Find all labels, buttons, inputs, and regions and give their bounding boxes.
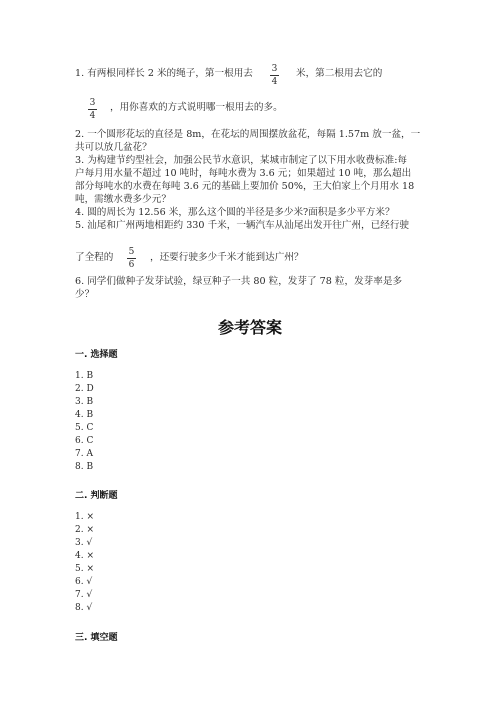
choice-answer-4: 4. B bbox=[75, 410, 94, 420]
q1-frac-num: 3 bbox=[271, 64, 278, 74]
q1-line2-num: 3 bbox=[89, 98, 96, 108]
choice-answer-8: 8. B bbox=[75, 462, 94, 472]
judge-answer-6: 6. √ bbox=[75, 577, 93, 587]
q1-frac-den: 4 bbox=[271, 77, 278, 87]
answer-title: 参考答案 bbox=[217, 318, 282, 337]
judge-answer-5: 5. × bbox=[75, 564, 94, 574]
judge-answer-3: 3. √ bbox=[75, 538, 93, 548]
q3-line4: 吨，需缴水费多少元？ bbox=[75, 194, 171, 205]
judge-answer-1: 1. × bbox=[75, 512, 94, 522]
q3-line3: 部分每吨水的水费在每吨 3.6 元的基础上要加价 50%，王大伯家上个月用水 18 bbox=[75, 181, 415, 192]
q1-line2-den: 4 bbox=[89, 111, 96, 121]
q2-line1: 2. 一个圆形花坛的直径是 8m，在花坛的周围摆放盆花，每隔 1.57m 放一盆，一 bbox=[75, 129, 421, 140]
q5-line1: 5. 汕尾和广州两地相距约 330 千米，一辆汽车从汕尾出发开往广州，已经行驶 bbox=[75, 220, 410, 231]
choice-answer-5: 5. C bbox=[75, 423, 94, 433]
choice-answer-2: 2. D bbox=[75, 384, 94, 394]
q4-line1: 4. 圆的周长为 12.56 米，那么这个圆的半径是多少米?面积是多少平方米？ bbox=[75, 207, 395, 218]
q5-frac-den: 6 bbox=[128, 260, 135, 270]
q5-fraction bbox=[127, 247, 136, 270]
choice-answer-3: 3. B bbox=[75, 397, 94, 407]
judge-answer-2: 2. × bbox=[75, 525, 94, 535]
q5-prefix: 了全程的 bbox=[75, 252, 114, 263]
judge-answer-4: 4. × bbox=[75, 551, 94, 561]
q2-line2: 共可以放几盆花？ bbox=[75, 142, 152, 153]
judge-answer-8: 8. √ bbox=[75, 603, 93, 613]
choice-answer-7: 7. A bbox=[75, 449, 93, 459]
q5-frac-num: 5 bbox=[128, 247, 135, 257]
section-fill-heading: 三. 填空题 bbox=[75, 633, 118, 643]
q1-text bbox=[75, 68, 253, 80]
q1-prefix: 1. 有两根同样长 2 米的绳子，第一根用去 bbox=[75, 68, 253, 79]
q6-line2: 少？ bbox=[75, 289, 95, 300]
q3-line1: 3. 为构建节约型社会，加强公民节水意识，某城市制定了以下用水收费标准:每 bbox=[75, 155, 408, 166]
section-choice-heading: 一. 选择题 bbox=[75, 350, 118, 360]
q1-suffix: 米，第二根用去它的 bbox=[296, 68, 383, 79]
section-judge-heading: 二. 判断题 bbox=[75, 491, 118, 501]
choice-answer-1: 1. B bbox=[75, 371, 94, 381]
judge-answer-7: 7. √ bbox=[75, 590, 93, 600]
q1-line2-fraction bbox=[88, 98, 97, 121]
q6-line1: 6. 同学们做种子发芽试验，绿豆种子一共 80 粒，发芽了 78 粒，发芽率是多 bbox=[75, 276, 403, 287]
choice-answer-6: 6. C bbox=[75, 436, 94, 446]
q3-line2: 户每月用水量不超过 10 吨时，每吨水费为 3.6 元；如果超过 10 吨，那么超出 bbox=[75, 168, 412, 179]
q5-suffix: ，还要行驶多少千米才能到达广州？ bbox=[150, 252, 304, 263]
q1-line2-text: ，用你喜欢的方式说明哪一根用去的多。 bbox=[110, 102, 283, 113]
q1-fraction bbox=[270, 64, 279, 87]
